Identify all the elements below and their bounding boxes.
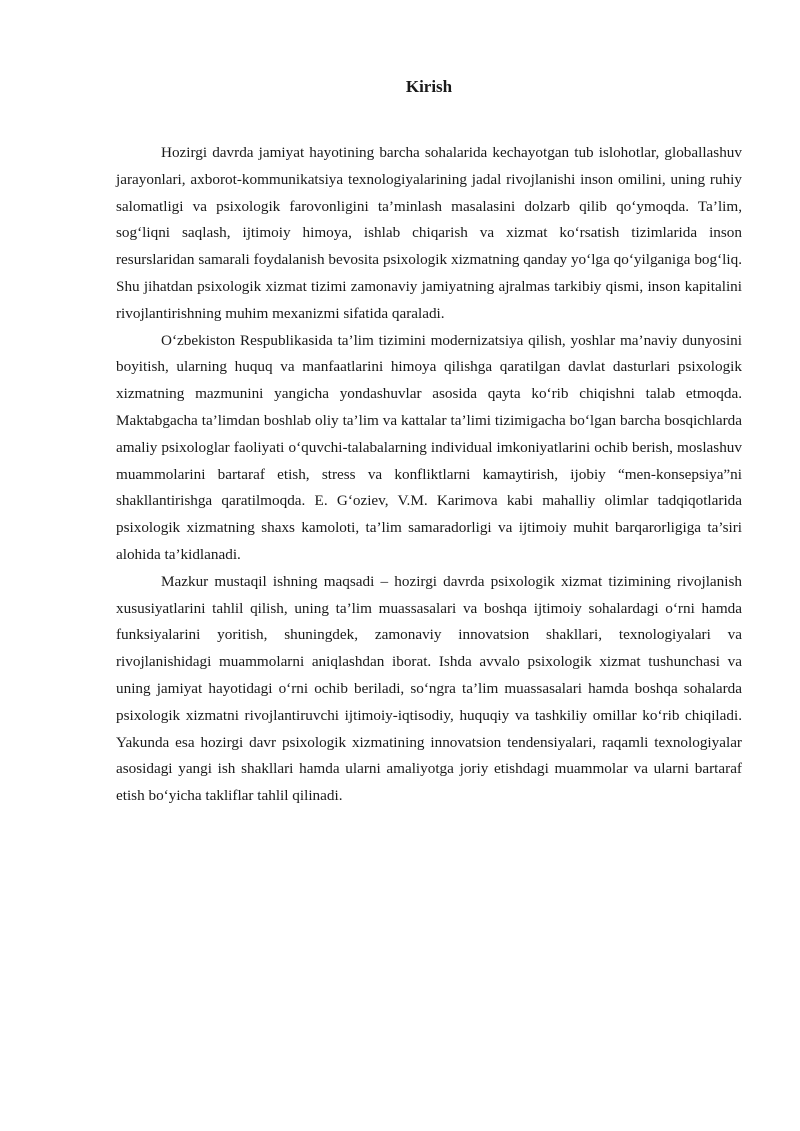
paragraph-3: Mazkur mustaqil ishning maqsadi – hozirgi davrda psixologik xizmat tizimining rivojlanish xususiyatlarini tahlil qilish, uning ta’lim muassasalari va boshqa ijtimoiy sohalardagi o‘rni hamda funksiyalarini yoritish, shuningdek, zamonaviy innovatsion shakllari, texnologiyalari va rivojlanishidagi muammolarni aniqlashdan iborat. Ishda avvalo psixologik xizmat tushunchasi va uning jamiyat hayotidagi o‘rni ochib beriladi, so‘ngra ta’lim muassasalari hamda boshqa sohalarda psixologik xizmatni rivojlantiruvchi ijtimoiy-iqtisodiy, huquqiy va tashkiliy omillar ko‘rib chiqiladi. Yakunda esa hozirgi davr psixologik xizmatining innovatsion tendensiyalari, raqamli texnologiyalar asosidagi yangi ish shakllari hamda ularni amaliyotga joriy etishdagi muammolar va ularni bartaraf etish bo‘yicha takliflar tahlil qilinadi. (116, 572, 742, 805)
paragraph-1: Hozirgi davrda jamiyat hayotining barcha sohalarida kechayotgan tub islohotlar, globallashuv jarayonlari, axborot-kommunikatsiya texnologiyalarining jadal rivojlanishi inson omilini, uning ruhiy salomatligi va psixologik farovonligini ta’minlash masalasini dolzarb qilib qo‘ymoqda. Ta’lim, sog‘liqni saqlash, ijtimoiy himoya, ishlab chiqarish va xizmat ko‘rsatish tizimlarida inson resurslaridan samarali foydalanish bevosita psixologik xizmatning qanday yo‘lga qo‘yilganiga bog‘liq. Shu jihatdan psixologik xizmat tizimi zamonaviy jamiyatning ajralmas tarkibiy qismi, inson kapitalini rivojlantirishning muhim mexanizmi sifatida qaraladi. (116, 144, 742, 322)
paragraph-2: O‘zbekiston Respublikasida ta’lim tizimini modernizatsiya qilish, yoshlar ma’naviy dunyosini boyitish, ularning huquq va manfaatlarini himoya qilishga qaratilgan davlat dasturlari psixologik xizmatning mazmunini yangicha yondashuvlar asosida qayta ko‘rib chiqishni talab etmoqda. Maktabgacha ta’limdan boshlab oliy ta’lim va kattalar ta’limi tizimigacha bo‘lgan barcha bosqichlarda amaliy psixologlar faoliyati o‘quvchi-talabalarning individual imkoniyatlarini ochib berish, moslashuv muammolarini bartaraf etish, stress va konfliktlarni kamaytirish, ijobiy “men-konsepsiya”ni shakllantirishga qaratilmoqda. E. G‘oziev, V.M. Karimova kabi mahalliy olimlar tadqiqotlarida psixologik xizmatning shaxs kamoloti, ta’lim samaradorligi va ijtimoiy muhit barqarorligiga ta’siri alohida ta’kidlanadi. (116, 331, 742, 563)
page-title: Kirish (405, 77, 453, 96)
body-text (116, 140, 742, 810)
